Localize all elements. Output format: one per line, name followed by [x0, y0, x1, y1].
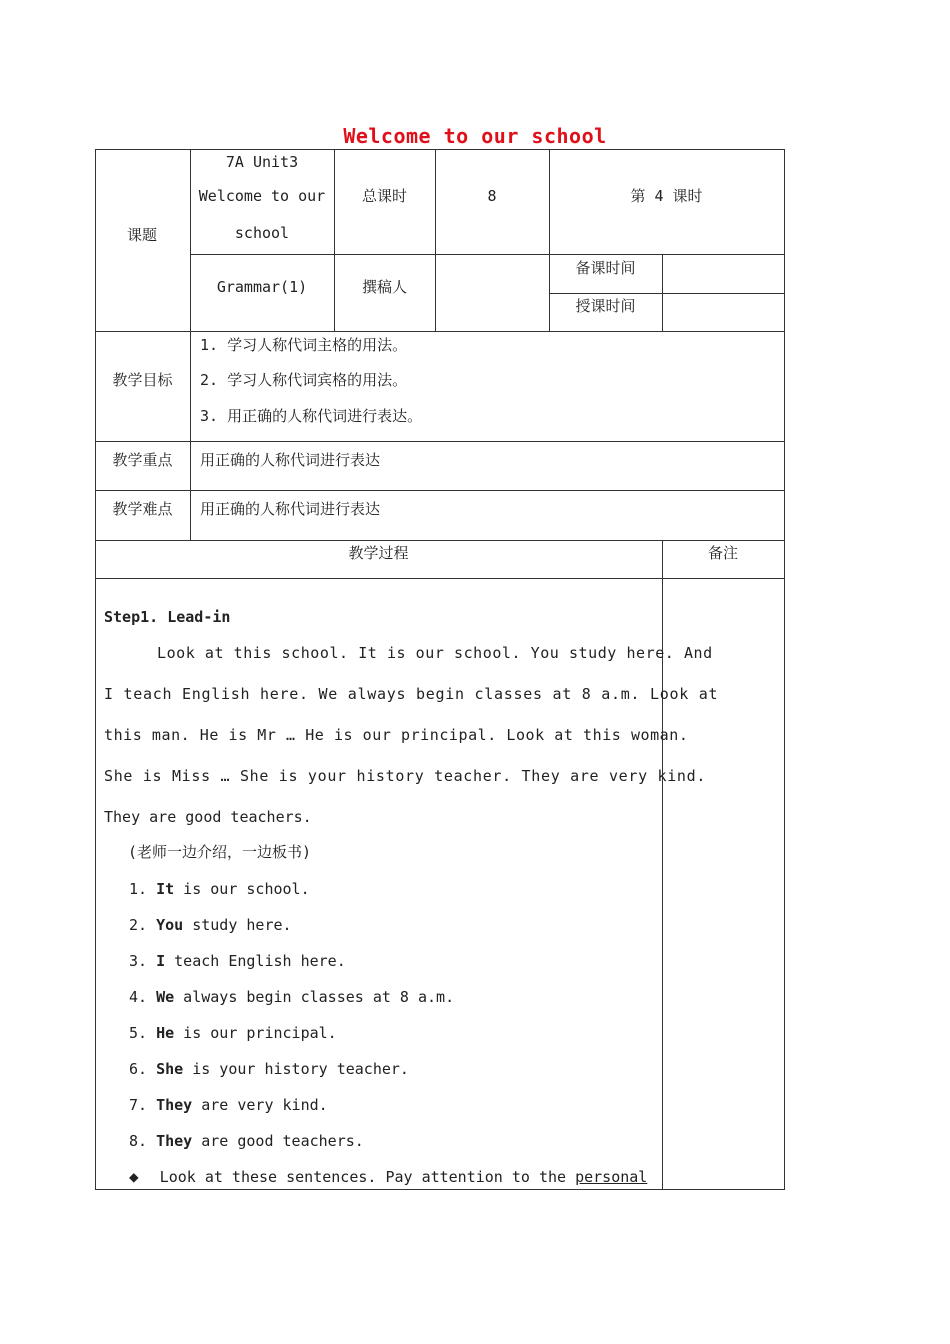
sentence-number: 2.: [129, 916, 148, 934]
sentence-number: 1.: [129, 880, 148, 898]
sentence-pronoun: You: [156, 916, 184, 934]
key-point-text: 用正确的人称代词进行表达: [200, 451, 381, 469]
sentence-item: [129, 990, 454, 1005]
sentence-number: 7.: [129, 1096, 148, 1114]
objective-item: 1. 学习人称代词主格的用法。: [200, 336, 408, 354]
sentence-rest: teach English here.: [165, 952, 346, 970]
difficulty-text: 用正确的人称代词进行表达: [200, 500, 381, 518]
label-total-periods: 总课时: [361, 187, 407, 205]
diamond-bullet-icon: ◆: [129, 1167, 139, 1186]
label-notes: 备注: [707, 544, 738, 562]
unit-line-2: Welcome to our: [198, 187, 326, 205]
label-teach-time: 授课时间: [575, 297, 636, 315]
sentence-pronoun: I: [156, 952, 166, 970]
intro-paragraph-line: They are good teachers.: [104, 808, 312, 826]
document-title: Welcome to our school: [343, 124, 607, 148]
sentence-item: [129, 1098, 328, 1113]
intro-paragraph-line: She is Miss … She is your history teacher. They are very kind.: [104, 767, 707, 785]
sentence-rest: are good teachers.: [192, 1132, 364, 1150]
sentence-item: [129, 1134, 364, 1149]
total-periods-value: 8: [487, 187, 497, 205]
label-topic: 课题: [127, 226, 158, 244]
sentence-rest: is our principal.: [174, 1024, 337, 1042]
sentence-pronoun: They: [156, 1096, 193, 1114]
sentence-item: [129, 882, 310, 897]
objective-item: 3. 用正确的人称代词进行表达。: [200, 407, 423, 425]
unit-line-3: school: [234, 224, 290, 242]
intro-paragraph-line: I teach English here. We always begin classes at 8 a.m. Look at: [104, 685, 719, 703]
sentence-number: 8.: [129, 1132, 148, 1150]
sentence-number: 5.: [129, 1024, 148, 1042]
sentence-rest: are very kind.: [192, 1096, 328, 1114]
intro-paragraph-line: Look at this school. It is our school. You study here. And: [157, 644, 713, 662]
label-process: 教学过程: [348, 544, 409, 562]
label-author: 撰稿人: [361, 278, 407, 296]
sentence-rest: study here.: [183, 916, 292, 934]
bullet-line: [129, 1169, 647, 1185]
sentence-rest: is our school.: [174, 880, 310, 898]
sentence-rest: is your history teacher.: [183, 1060, 409, 1078]
sentence-pronoun: They: [156, 1132, 193, 1150]
sentence-pronoun: He: [156, 1024, 175, 1042]
sentence-item: [129, 954, 346, 969]
sentence-rest: always begin classes at 8 a.m.: [174, 988, 455, 1006]
sentence-number: 3.: [129, 952, 148, 970]
sentence-item: [129, 1026, 337, 1041]
teacher-note: (老师一边介绍，一边板书): [128, 843, 312, 861]
objective-item: 2. 学习人称代词宾格的用法。: [200, 371, 408, 389]
sentence-item: [129, 1062, 409, 1077]
sentence-item: [129, 918, 292, 933]
sentence-pronoun: It: [156, 880, 175, 898]
unit-line-1: 7A Unit3: [225, 153, 299, 171]
step-title: Step1. Lead-in: [104, 608, 231, 626]
sub-topic: Grammar(1): [216, 278, 308, 296]
bullet-text: Look at these sentences. Pay attention to the: [159, 1168, 567, 1186]
sentence-number: 6.: [129, 1060, 148, 1078]
sentence-number: 4.: [129, 988, 148, 1006]
label-objectives: 教学目标: [112, 371, 173, 389]
sentence-pronoun: We: [156, 988, 175, 1006]
label-key-point: 教学重点: [112, 451, 173, 469]
underlined-word: personal: [575, 1168, 648, 1186]
intro-paragraph-line: this man. He is Mr … He is our principal. Look at this woman.: [104, 726, 689, 744]
period-number: 第 4 课时: [630, 187, 703, 205]
label-difficulty: 教学难点: [112, 500, 173, 518]
sentence-pronoun: She: [156, 1060, 184, 1078]
label-prep-time: 备课时间: [575, 259, 636, 277]
